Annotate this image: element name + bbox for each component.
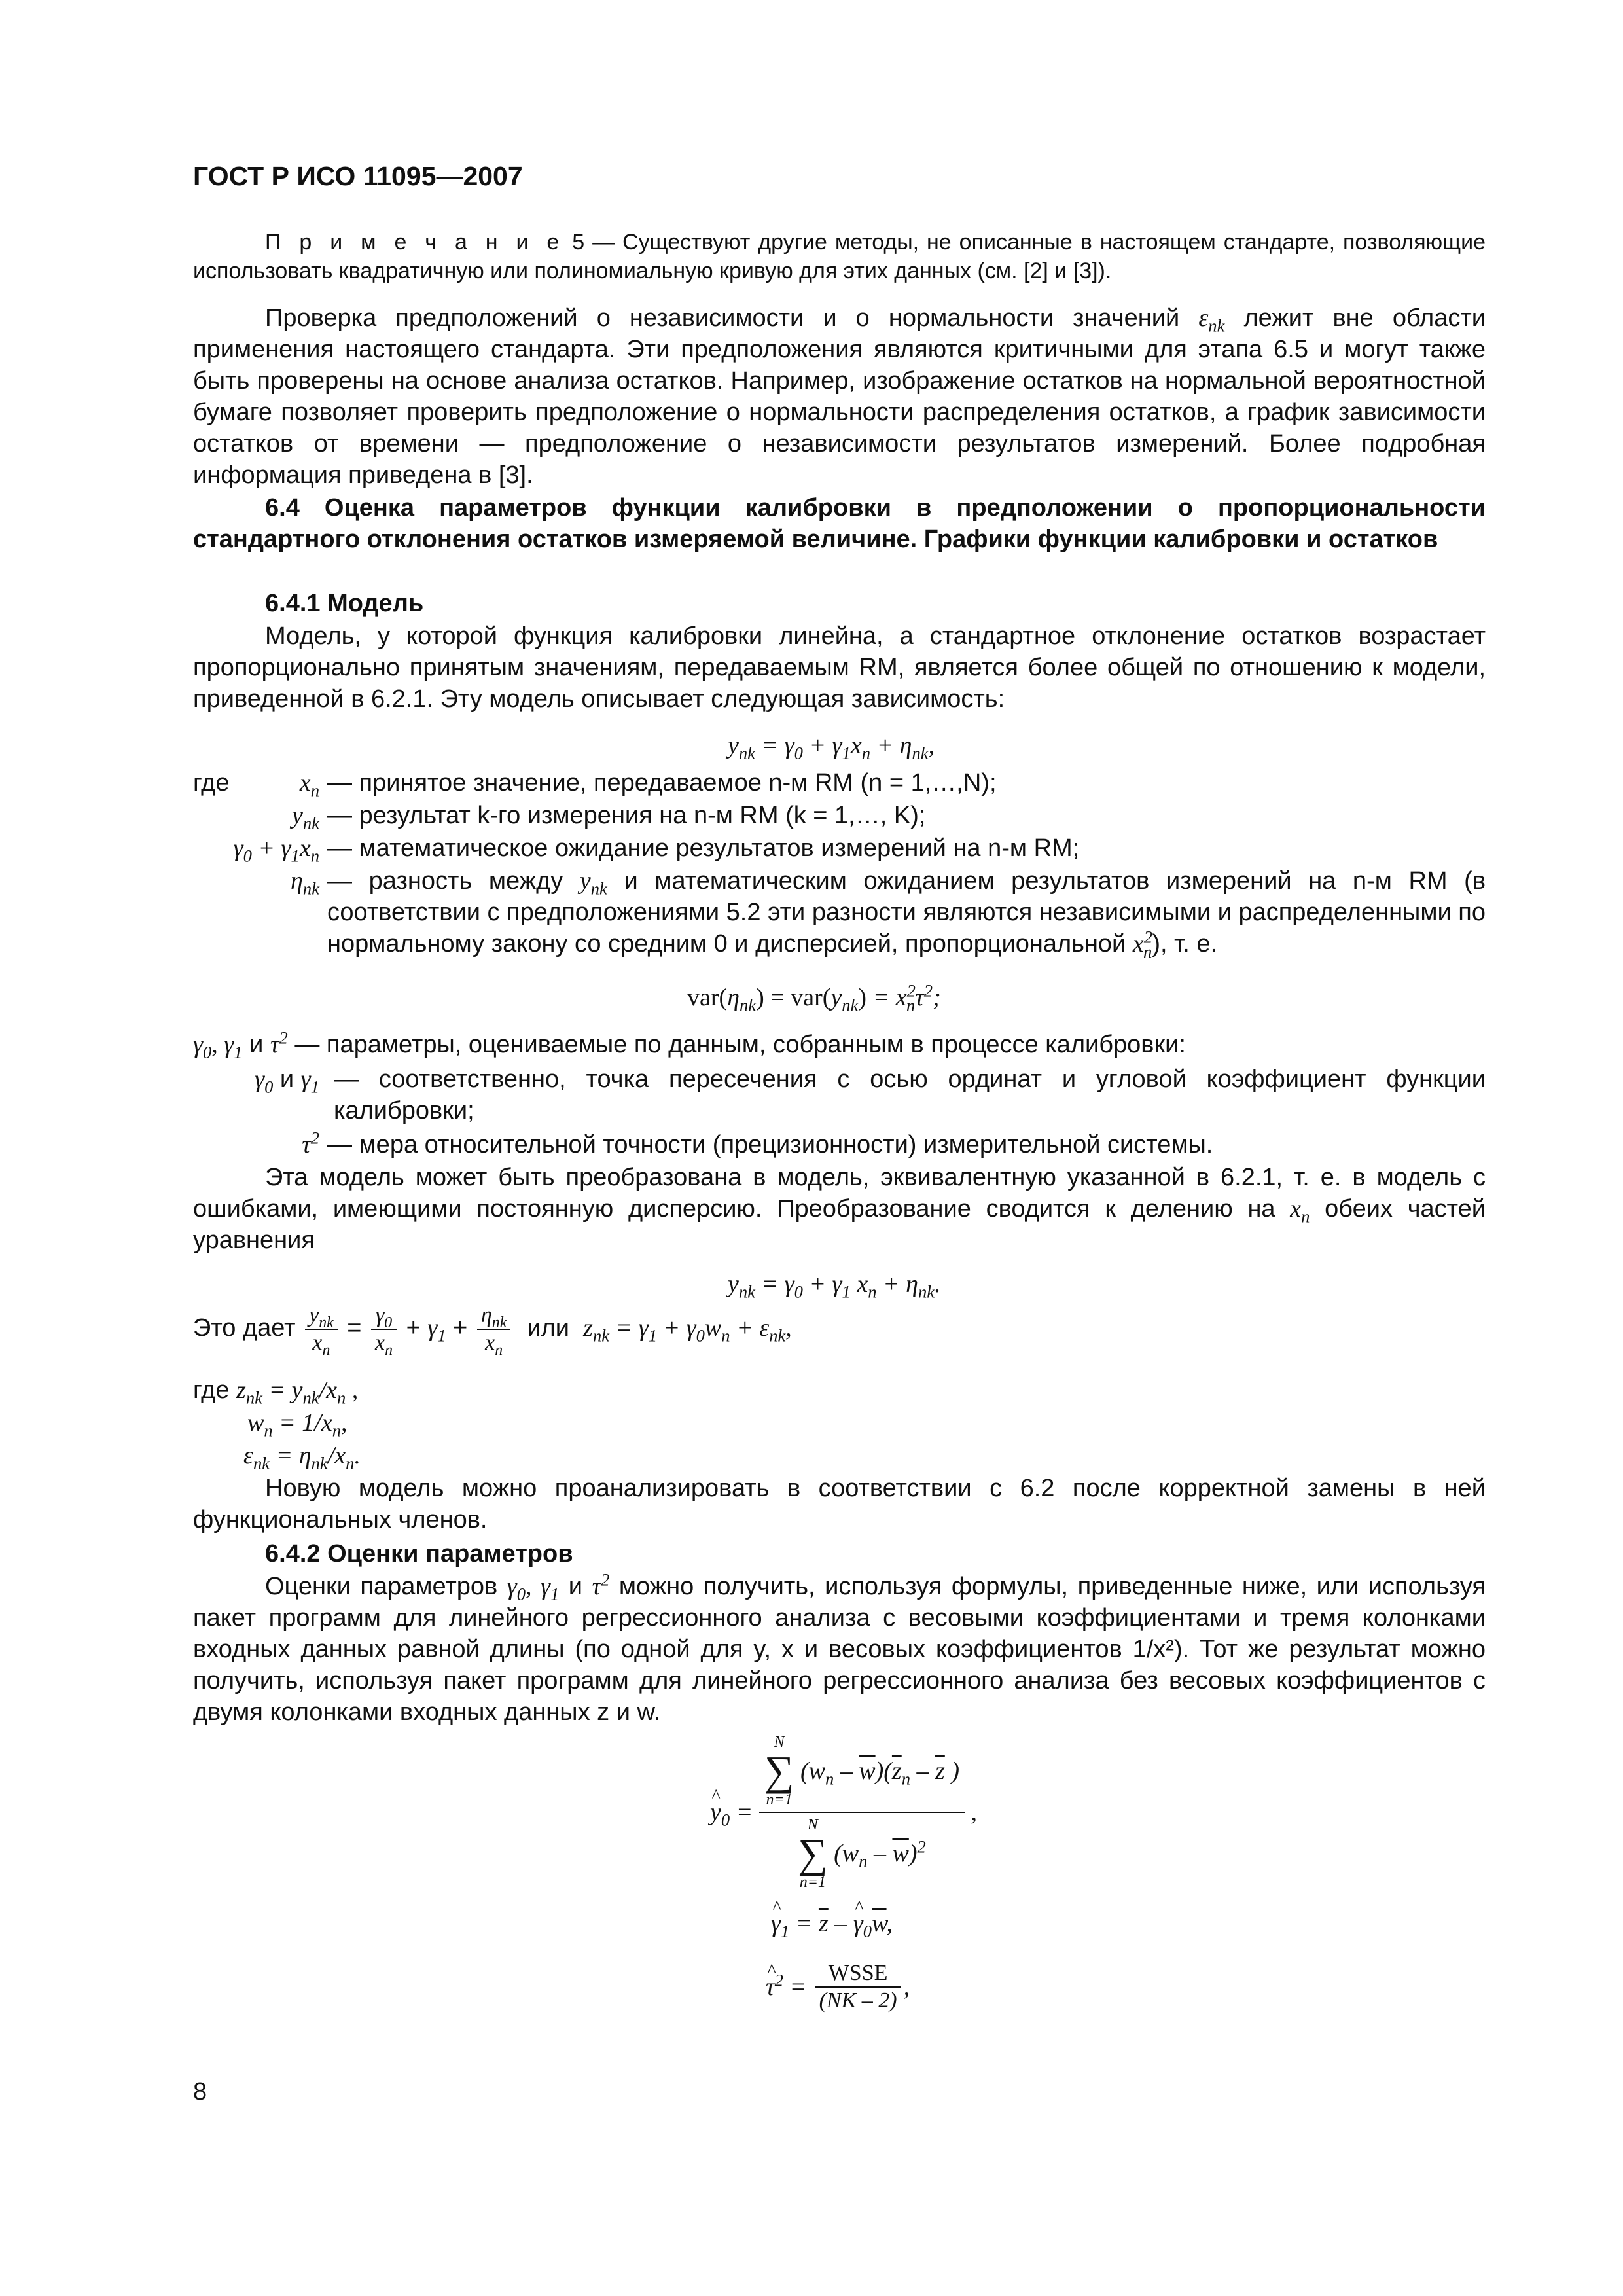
def-eta: — разность между $y_{nk}$ и математическим ожиданием результатов измерений на n-м RM (в соответствии с предположениями 5.2 эти разности являются независимыми и распределенными по нормальному закону со средним 0 и дисперсией, пропорциональной $x^2_n$), т. е. xyxy=(327,867,1486,961)
section-6-4-1-heading: 6.4.1 Модель xyxy=(265,590,424,617)
paragraph-new-model: Новую модель можно проанализировать в соответствии с 6.2 после корректной замены в ней функциональных членов. xyxy=(193,1475,1486,1534)
section-6-4-1-intro: Модель, у которой функция калибровки линейна, а стандартное отклонение остатков возрастает пропорционально принятым значениям, передаваемым RM, является более общей по отношению к модели, приведенной в 6.2.1. Эту модель описывает следующая зависимость: xyxy=(193,622,1486,713)
term-expectation: $\gamma_0 + \gamma_1x_n$ xyxy=(233,834,319,866)
def-wn: $w_n = 1/x_n$, xyxy=(247,1409,348,1441)
fraction-y-over-x: $\frac{y_{nk}}{x_n}$ xyxy=(305,1302,338,1356)
def-g0g1: — соответственно, точка пересечения с осью ординат и угловой коэффициент функции калибровки; xyxy=(334,1066,1486,1124)
estimator-gamma1: ^ $\gamma_1 = \overline{z}$ – ^ $\gamma_0\overline{w}$, xyxy=(771,1908,893,1939)
term-xn: $x_n$ xyxy=(299,769,319,800)
note-text: 5 — Существуют другие методы, не описанные в настоящем стандарте, позволяющие использовать квадратичную или полиномиальную кривую для этих данных (см. [2] и [3]). xyxy=(193,230,1486,283)
page-number: 8 xyxy=(193,2078,207,2106)
term-tau: $\tau^2$ xyxy=(302,1128,319,1158)
equation-transformed: Это дает $\frac{y_{nk}}{x_n}$ = $\frac{\gamma_0}{x_n}$ + $\gamma_1$ + $\frac{\eta_{nk}}{x_n}$ или $z_{nk} = \gamma_1 + \gamma_0w_n + \varepsilon_{nk}$, xyxy=(193,1303,792,1359)
def-expectation: — математическое ожидание результатов измерений на n-м RM; xyxy=(327,834,1080,862)
fraction-g0-over-x: $\frac{\gamma_0}{x_n}$ xyxy=(371,1302,397,1356)
def-ynk: — результат k-го измерения на n-м RM (k = 1,…, K); xyxy=(327,802,926,829)
def-xn: — принятое значение, передаваемое n-м RM (n = 1,…,N); xyxy=(327,769,997,797)
paragraph-transform: Эта модель может быть преобразована в модель, эквивалентную указанной в 6.2.1, т. е. в модель с ошибками, имеющими постоянную дисперсию. Преобразование сводится к делению на $x_n$ обеих частей уравнения xyxy=(193,1164,1486,1254)
equation-model-2: $y_{nk} = \gamma_0 + \gamma_1$ $x_n + \eta_{nk}$. xyxy=(728,1270,941,1302)
estimator-gamma0: ^ $y_0$ = N ∑ n=1 $(w_n - \overline{w})(\overline{z}_n - \overline{z}$ ) N ∑ n=1 $(w_n - \overline{w})^2$ , xyxy=(710,1734,977,1890)
equation-model: $y_{nk} = \gamma_0 + \gamma_1x_n + \eta_{nk}$, xyxy=(728,732,935,763)
section-6-4-2-text: Оценки параметров $\gamma_0$, $\gamma_1$ и $\tau^2$ можно получить, используя формулы, приведенные ниже, или используя пакет программ для линейного регрессионного анализа с весовыми коэффициентами и тремя колонками входных данных равной длины (по одной для y, x и весовых коэффициентов 1/x²). Тот же результат можно получить, используя пакет программ для линейного регрессионного анализа без весовых коэффициентов с двумя колонками входных данных z и w. xyxy=(193,1570,1486,1726)
term-g0g1: $\gamma_0$ и $\gamma_1$ xyxy=(255,1066,319,1097)
def-enk: $\varepsilon_{nk} = \eta_{nk}/x_n$. xyxy=(243,1442,361,1473)
estimator-tau: ^ $\tau^2$ = $\frac{\text{WSSE}}{(NK - 2)}$ , xyxy=(766,1960,910,2014)
fraction-eta-over-x: $\frac{\eta_{nk}}{x_n}$ xyxy=(477,1302,510,1356)
def-tau: — мера относительной точности (прецизионности) измерительной системы. xyxy=(327,1131,1213,1158)
def-znk: где $z_{nk} = y_{nk}/x_n$ , xyxy=(193,1376,359,1408)
where-label: где xyxy=(193,769,230,797)
note-label: П р и м е ч а н и е xyxy=(265,230,565,255)
term-eta: $\eta_{nk}$ xyxy=(291,867,319,899)
equation-variance: $var(\eta_{nk}) = var(y_{nk}) = x^2_n\tau^2$; xyxy=(687,980,941,1015)
paragraph-assumptions: Проверка предположений о независимости и о нормальности значений $\varepsilon_{nk}$ лежит вне области применения настоящего стандарта. Эти предположения являются критичными для этапа 6.5 и могут также быть проверены на основе анализа остатков. Например, изображение остатков на нормальной вероятностной бумаге позволяет проверить предположение о нормальности распределения остатков, а график зависимости остатков от времени — предположение о независимости результатов измерений. Более подробная информация приведена в [3]. xyxy=(193,304,1486,489)
params-line: $\gamma_0$, $\gamma_1$ и $\tau^2$ — параметры, оцениваемые по данным, собранным в процессе калибровки: xyxy=(193,1028,1186,1062)
section-6-4-heading: 6.4 Оценка параметров функции калибровки в предположении о пропорциональности стандартного отклонения остатков измеряемой величине. Графики функции калибровки и остатков xyxy=(193,494,1486,553)
term-ynk: $y_{nk}$ xyxy=(292,802,319,833)
document-header: ГОСТ Р ИСО 11095—2007 xyxy=(193,161,523,191)
note-5 xyxy=(193,228,1486,285)
section-6-4-2-heading: 6.4.2 Оценки параметров xyxy=(265,1540,573,1568)
